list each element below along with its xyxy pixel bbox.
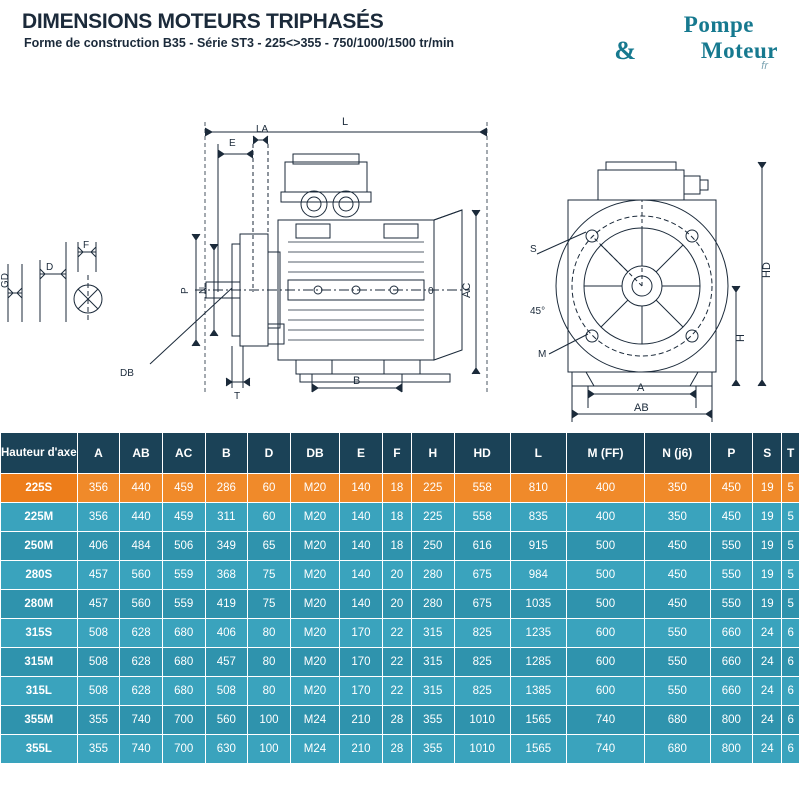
table-cell-db: M20	[290, 474, 339, 503]
table-cell-t: 6	[782, 648, 800, 677]
table-cell-p: 550	[710, 561, 753, 590]
table-header-cell-7: E	[340, 433, 383, 474]
table-cell-s: 24	[753, 706, 782, 735]
table-cell-db: M20	[290, 648, 339, 677]
table-cell-hd: 558	[454, 474, 510, 503]
table-cell-db: M20	[290, 677, 339, 706]
table-header-cell-8: F	[382, 433, 411, 474]
table-cell-s: 24	[753, 735, 782, 764]
table-cell-d: 100	[248, 706, 291, 735]
table-cell-e: 140	[340, 503, 383, 532]
table-cell-n-j6-: 680	[645, 735, 710, 764]
table-cell-t: 5	[782, 561, 800, 590]
table-cell-b: 560	[205, 706, 248, 735]
table-cell-a: 355	[77, 706, 120, 735]
table-cell-h: 225	[411, 503, 454, 532]
table-cell-m-ff-: 600	[566, 619, 644, 648]
table-cell-p: 800	[710, 706, 753, 735]
table-cell-m-ff-: 740	[566, 706, 644, 735]
table-cell-e: 170	[340, 619, 383, 648]
table-row[interactable]	[1, 474, 800, 503]
table-cell-db: M20	[290, 590, 339, 619]
table-cell-a: 457	[77, 590, 120, 619]
table-cell-b: 508	[205, 677, 248, 706]
table-cell-axis-height: 280M	[1, 590, 78, 619]
table-cell-d: 100	[248, 735, 291, 764]
table-cell-t: 5	[782, 474, 800, 503]
table-cell-p: 660	[710, 648, 753, 677]
brand-logo	[584, 8, 784, 76]
table-header-cell-4: B	[205, 433, 248, 474]
table-cell-s: 19	[753, 474, 782, 503]
table-cell-d: 75	[248, 590, 291, 619]
label-hd: HD	[761, 262, 773, 278]
table-cell-p: 550	[710, 532, 753, 561]
table-cell-hd: 675	[454, 590, 510, 619]
table-cell-l: 810	[510, 474, 566, 503]
table-cell-n-j6-: 550	[645, 648, 710, 677]
table-header-cell-9: H	[411, 433, 454, 474]
label-n: N	[198, 286, 209, 294]
table-cell-b: 457	[205, 648, 248, 677]
table-cell-n-j6-: 550	[645, 677, 710, 706]
table-cell-hd: 825	[454, 677, 510, 706]
page-title: DIMENSIONS MOTEURS TRIPHASÉS	[22, 10, 384, 33]
table-header-cell-11: L	[510, 433, 566, 474]
table-cell-f: 22	[382, 648, 411, 677]
table-cell-p: 660	[710, 677, 753, 706]
table-cell-e: 140	[340, 532, 383, 561]
table-cell-t: 6	[782, 677, 800, 706]
table-cell-n-j6-: 350	[645, 503, 710, 532]
table-cell-axis-height: 315L	[1, 677, 78, 706]
page-subtitle: Forme de construction B35 - Série ST3 - 225<>355 - 750/1000/1500 tr/min	[24, 36, 455, 50]
label-ac: AC	[461, 282, 473, 298]
label-ab: AB	[634, 402, 649, 414]
table-cell-n-j6-: 680	[645, 706, 710, 735]
table-cell-m-ff-: 400	[566, 503, 644, 532]
table-cell-m-ff-: 600	[566, 677, 644, 706]
table-cell-l: 835	[510, 503, 566, 532]
table-cell-ab: 628	[120, 619, 163, 648]
table-cell-t: 5	[782, 590, 800, 619]
table-header-cell-10: HD	[454, 433, 510, 474]
table-row[interactable]	[1, 590, 800, 619]
table-cell-axis-height: 355L	[1, 735, 78, 764]
table-row[interactable]	[1, 706, 800, 735]
label-zero: 0	[428, 286, 434, 297]
table-cell-hd: 1010	[454, 735, 510, 764]
table-cell-e: 140	[340, 561, 383, 590]
table-cell-hd: 825	[454, 648, 510, 677]
front-view	[556, 162, 728, 386]
logo-ampersand: &	[614, 36, 636, 65]
table-cell-ab: 440	[120, 474, 163, 503]
table-cell-hd: 675	[454, 561, 510, 590]
table-cell-a: 406	[77, 532, 120, 561]
table-cell-m-ff-: 400	[566, 474, 644, 503]
table-cell-h: 225	[411, 474, 454, 503]
label-la: LA	[256, 124, 269, 135]
motor-dimension-drawing	[0, 92, 800, 432]
table-cell-l: 1565	[510, 706, 566, 735]
table-cell-m-ff-: 500	[566, 561, 644, 590]
table-row[interactable]	[1, 677, 800, 706]
table-cell-s: 24	[753, 648, 782, 677]
table-cell-e: 140	[340, 590, 383, 619]
table-cell-m-ff-: 500	[566, 532, 644, 561]
table-cell-db: M20	[290, 532, 339, 561]
table-cell-ac: 680	[162, 677, 205, 706]
table-cell-ac: 559	[162, 590, 205, 619]
table-cell-d: 80	[248, 677, 291, 706]
table-cell-ac: 700	[162, 706, 205, 735]
table-cell-m-ff-: 600	[566, 648, 644, 677]
table-cell-t: 6	[782, 706, 800, 735]
table-cell-s: 19	[753, 590, 782, 619]
table-cell-hd: 1010	[454, 706, 510, 735]
table-cell-ab: 740	[120, 735, 163, 764]
label-h: H	[735, 334, 747, 342]
table-cell-axis-height: 315M	[1, 648, 78, 677]
table-cell-db: M24	[290, 735, 339, 764]
table-cell-l: 915	[510, 532, 566, 561]
table-cell-b: 419	[205, 590, 248, 619]
table-cell-h: 315	[411, 619, 454, 648]
table-cell-d: 65	[248, 532, 291, 561]
table-cell-ac: 559	[162, 561, 205, 590]
table-head	[1, 433, 800, 474]
table-cell-e: 170	[340, 677, 383, 706]
table-header-cell-12: M (FF)	[566, 433, 644, 474]
table-cell-ab: 484	[120, 532, 163, 561]
table-cell-ac: 700	[162, 735, 205, 764]
table-cell-axis-height: 250M	[1, 532, 78, 561]
label-s: S	[530, 244, 537, 255]
logo-line1: Pompe	[683, 12, 754, 37]
label-p: P	[180, 287, 191, 294]
table-cell-hd: 616	[454, 532, 510, 561]
table-cell-d: 75	[248, 561, 291, 590]
table-cell-e: 210	[340, 706, 383, 735]
label-db: DB	[120, 368, 134, 379]
table-cell-h: 315	[411, 677, 454, 706]
table-cell-ab: 560	[120, 590, 163, 619]
dimensions-table	[0, 432, 800, 764]
table-cell-e: 210	[340, 735, 383, 764]
table-cell-a: 457	[77, 561, 120, 590]
table-cell-l: 984	[510, 561, 566, 590]
technical-drawing	[0, 92, 800, 432]
table-row[interactable]	[1, 561, 800, 590]
table-cell-f: 18	[382, 503, 411, 532]
table-cell-d: 60	[248, 474, 291, 503]
table-cell-n-j6-: 550	[645, 619, 710, 648]
table-cell-db: M24	[290, 706, 339, 735]
logo-line2: Moteur	[700, 38, 778, 63]
table-cell-a: 356	[77, 474, 120, 503]
table-cell-a: 355	[77, 735, 120, 764]
table-header-cell-14: P	[710, 433, 753, 474]
table-cell-n-j6-: 350	[645, 474, 710, 503]
table-cell-axis-height: 225M	[1, 503, 78, 532]
table-cell-t: 5	[782, 503, 800, 532]
table-row[interactable]	[1, 503, 800, 532]
table-cell-t: 6	[782, 735, 800, 764]
table-cell-t: 5	[782, 532, 800, 561]
table-cell-ac: 680	[162, 619, 205, 648]
table-cell-n-j6-: 450	[645, 532, 710, 561]
table-cell-axis-height: 315S	[1, 619, 78, 648]
table-cell-l: 1035	[510, 590, 566, 619]
page-header	[0, 0, 800, 88]
table-cell-h: 250	[411, 532, 454, 561]
table-cell-ab: 628	[120, 677, 163, 706]
label-f: F	[83, 240, 90, 251]
table-cell-hd: 825	[454, 619, 510, 648]
table-cell-e: 140	[340, 474, 383, 503]
table-cell-f: 20	[382, 590, 411, 619]
shaft-detail	[8, 242, 102, 322]
table-cell-s: 19	[753, 532, 782, 561]
table-cell-f: 28	[382, 735, 411, 764]
label-a: A	[637, 382, 645, 394]
table-cell-ac: 506	[162, 532, 205, 561]
table-header-cell-13: N (j6)	[645, 433, 710, 474]
table-header-cell-5: D	[248, 433, 291, 474]
table-cell-h: 280	[411, 590, 454, 619]
table-cell-ab: 740	[120, 706, 163, 735]
table-cell-db: M20	[290, 503, 339, 532]
table-cell-e: 170	[340, 648, 383, 677]
table-cell-h: 315	[411, 648, 454, 677]
table-cell-l: 1235	[510, 619, 566, 648]
table-cell-ab: 560	[120, 561, 163, 590]
label-gd: GD	[0, 273, 11, 288]
table-cell-ac: 459	[162, 474, 205, 503]
table-cell-a: 508	[77, 677, 120, 706]
table-cell-l: 1385	[510, 677, 566, 706]
table-cell-b: 630	[205, 735, 248, 764]
table-header-cell-3: AC	[162, 433, 205, 474]
table-cell-p: 800	[710, 735, 753, 764]
table-cell-axis-height: 280S	[1, 561, 78, 590]
table-header-row	[1, 433, 800, 474]
table-row[interactable]	[1, 735, 800, 764]
table-header-cell-2: AB	[120, 433, 163, 474]
table-cell-h: 355	[411, 735, 454, 764]
table-row[interactable]	[1, 532, 800, 561]
table-cell-a: 356	[77, 503, 120, 532]
table-cell-f: 22	[382, 619, 411, 648]
table-cell-s: 24	[753, 619, 782, 648]
table-cell-m-ff-: 500	[566, 590, 644, 619]
table-cell-hd: 558	[454, 503, 510, 532]
label-t: T	[234, 391, 241, 402]
table-cell-h: 355	[411, 706, 454, 735]
table-cell-s: 19	[753, 503, 782, 532]
table-cell-l: 1565	[510, 735, 566, 764]
table-cell-h: 280	[411, 561, 454, 590]
table-cell-s: 19	[753, 561, 782, 590]
table-cell-p: 550	[710, 590, 753, 619]
table-cell-d: 60	[248, 503, 291, 532]
table-cell-axis-height: 355M	[1, 706, 78, 735]
table-cell-db: M20	[290, 561, 339, 590]
label-e: E	[229, 138, 236, 149]
table-cell-b: 406	[205, 619, 248, 648]
table-cell-p: 450	[710, 503, 753, 532]
table-cell-t: 6	[782, 619, 800, 648]
table-header-cell-0: Hauteur d'axe	[1, 433, 78, 474]
table-cell-l: 1285	[510, 648, 566, 677]
table-cell-d: 80	[248, 648, 291, 677]
table-cell-a: 508	[77, 619, 120, 648]
table-row[interactable]	[1, 648, 800, 677]
table-header-cell-1: A	[77, 433, 120, 474]
table-cell-b: 286	[205, 474, 248, 503]
table-cell-db: M20	[290, 619, 339, 648]
table-cell-f: 22	[382, 677, 411, 706]
table-cell-b: 368	[205, 561, 248, 590]
label-d: D	[46, 262, 54, 273]
table-header-cell-6: DB	[290, 433, 339, 474]
table-cell-m-ff-: 740	[566, 735, 644, 764]
label-b: B	[353, 375, 361, 387]
table-header-cell-15: S	[753, 433, 782, 474]
table-cell-a: 508	[77, 648, 120, 677]
table-body	[1, 474, 800, 764]
table-cell-b: 349	[205, 532, 248, 561]
table-cell-f: 20	[382, 561, 411, 590]
table-header-cell-16: T	[782, 433, 800, 474]
table-cell-f: 18	[382, 474, 411, 503]
table-row[interactable]	[1, 619, 800, 648]
table-cell-p: 450	[710, 474, 753, 503]
table-cell-s: 24	[753, 677, 782, 706]
table-cell-ac: 459	[162, 503, 205, 532]
table-cell-d: 80	[248, 619, 291, 648]
logo-suffix: fr	[761, 60, 768, 72]
table-cell-f: 18	[382, 532, 411, 561]
label-l: L	[342, 116, 349, 128]
table-cell-ac: 680	[162, 648, 205, 677]
table-cell-n-j6-: 450	[645, 561, 710, 590]
label-m: M	[538, 349, 547, 360]
table-cell-ab: 440	[120, 503, 163, 532]
table-cell-b: 311	[205, 503, 248, 532]
table-cell-ab: 628	[120, 648, 163, 677]
table-cell-n-j6-: 450	[645, 590, 710, 619]
label-45deg: 45°	[530, 306, 546, 317]
table-cell-f: 28	[382, 706, 411, 735]
table-cell-p: 660	[710, 619, 753, 648]
table-cell-axis-height: 225S	[1, 474, 78, 503]
